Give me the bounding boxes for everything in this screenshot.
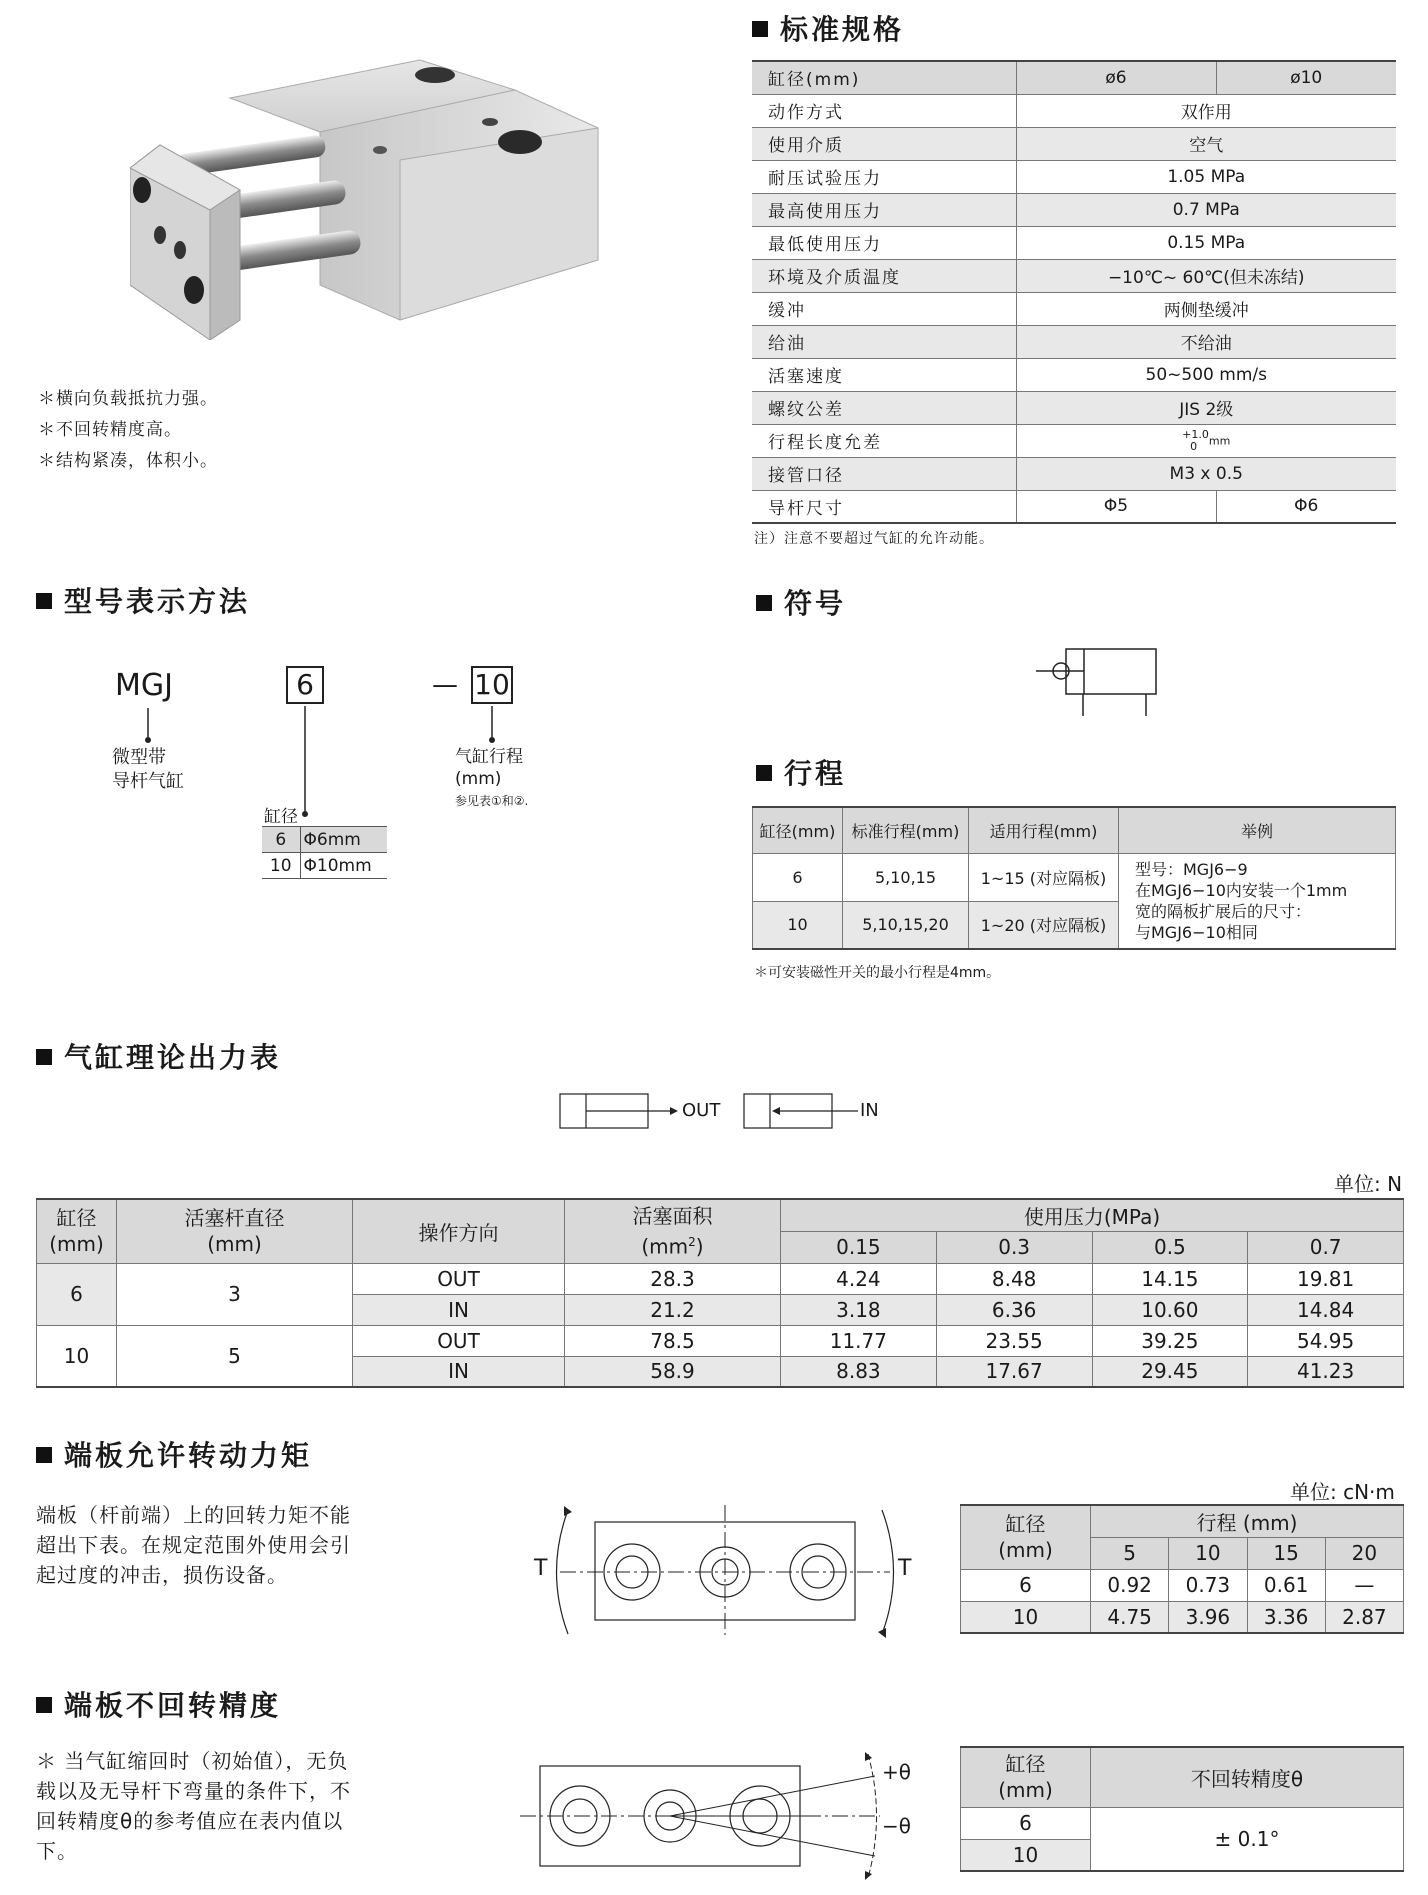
table-row — [753, 853, 1396, 901]
cylinder-symbol-icon — [1036, 644, 1166, 724]
square-bullet-icon — [756, 765, 772, 781]
torque-value: 0.61 — [1247, 1569, 1325, 1601]
model-dash: — — [432, 670, 458, 700]
force-unit: 单位: N — [1334, 1172, 1403, 1196]
force-table — [36, 1198, 1404, 1388]
force-value: 6.36 — [936, 1294, 1092, 1325]
table-row — [752, 160, 1396, 193]
force-dir: OUT — [353, 1325, 565, 1356]
force-value: 19.81 — [1248, 1263, 1404, 1294]
spec-value: 0.7 MPa — [1016, 193, 1396, 226]
col-header: 适用行程(mm) — [969, 807, 1119, 853]
torque-value: 4.75 — [1091, 1601, 1169, 1633]
force-value: 8.48 — [936, 1263, 1092, 1294]
example-line: 宽的隔板扩展后的尺寸： — [1135, 901, 1312, 921]
square-bullet-icon — [756, 595, 772, 611]
col-header-stroke: 行程 (mm) — [1091, 1505, 1404, 1537]
spec-value: 空气 — [1016, 127, 1396, 160]
force-bore: 10 — [37, 1325, 117, 1387]
force-rod: 5 — [117, 1325, 353, 1387]
table-row — [961, 1747, 1404, 1807]
force-value: 11.77 — [781, 1325, 937, 1356]
section-title-symbol: 符号 — [756, 582, 846, 622]
torque-description — [36, 1500, 351, 1590]
tolerance-upper: +1.0 — [1182, 427, 1209, 441]
example-line: 与MGJ6−10相同 — [1135, 922, 1258, 942]
table-row — [752, 490, 1396, 523]
in-label: IN — [860, 1100, 879, 1121]
col-header: 举例 — [1119, 807, 1396, 853]
table-row — [262, 853, 387, 879]
force-value: 14.84 — [1248, 1294, 1404, 1325]
force-value: 23.55 — [936, 1325, 1092, 1356]
spec-value-tolerance — [1016, 424, 1396, 457]
table-row — [752, 127, 1396, 160]
stroke-table — [752, 806, 1396, 950]
force-dir: IN — [353, 1356, 565, 1387]
accuracy-bore: 10 — [961, 1839, 1091, 1871]
table-row — [961, 1505, 1404, 1537]
col-header-accuracy: 不回转精度θ — [1091, 1747, 1404, 1807]
table-row — [752, 424, 1396, 457]
spec-header-label: 缸径(mm) — [752, 61, 1016, 94]
col-header: 标准行程(mm) — [843, 807, 969, 853]
pressure-value: 0.15 — [781, 1231, 937, 1263]
model-stroke-desc — [455, 746, 528, 812]
table-row — [262, 827, 387, 853]
spec-label: 行程长度允差 — [752, 424, 1016, 457]
text-line: 载以及无导杆下弯量的条件下，不 — [36, 1779, 351, 1803]
section-title-spec: 标准规格 — [752, 8, 904, 48]
force-bore: 6 — [37, 1263, 117, 1325]
accuracy-description — [36, 1746, 351, 1866]
example-line: 在MGJ6−10内安装一个1mm — [1135, 880, 1348, 900]
table-row — [752, 457, 1396, 490]
desc-note: 参见表①和②. — [455, 794, 529, 808]
torque-unit: 单位: cN·m — [1290, 1480, 1395, 1504]
text-line: ＊ 当气缸缩回时（初始值），无负 — [36, 1749, 349, 1773]
spec-label: 给油 — [752, 325, 1016, 358]
force-area: 21.2 — [565, 1294, 781, 1325]
stroke-note: ＊可安装磁性开关的最小行程是4mm。 — [754, 965, 1001, 981]
spec-note: 注）注意不要超过气缸的允许动能。 — [754, 531, 994, 547]
feature-item: ＊不回转精度高。 — [38, 420, 182, 440]
torque-table — [960, 1504, 1404, 1634]
force-dir: OUT — [353, 1263, 565, 1294]
col-header-bore: 缸径 (mm) — [961, 1747, 1091, 1807]
square-bullet-icon — [36, 1697, 52, 1713]
col-header-rod: 活塞杆直径 (mm) — [117, 1199, 353, 1263]
spec-value: 双作用 — [1016, 94, 1396, 127]
accuracy-bore: 6 — [961, 1807, 1091, 1839]
spec-table — [752, 60, 1396, 524]
spec-label: 耐压试验压力 — [752, 160, 1016, 193]
text-line: 回转精度θ的参考值应在表内值以 — [36, 1809, 344, 1833]
accuracy-table — [960, 1746, 1404, 1872]
spec-value: M3 x 0.5 — [1016, 457, 1396, 490]
spec-label: 环境及介质温度 — [752, 259, 1016, 292]
text-line: 下。 — [36, 1839, 78, 1863]
stroke-std: 5,10,15,20 — [843, 901, 969, 949]
force-value: 14.15 — [1092, 1263, 1248, 1294]
table-row — [752, 391, 1396, 424]
table-row — [961, 1807, 1404, 1839]
stroke-value: 20 — [1325, 1537, 1403, 1569]
col-header: 缸径(mm) — [753, 807, 843, 853]
torque-value: 0.73 — [1169, 1569, 1247, 1601]
bore-value: Φ6mm — [303, 829, 361, 850]
bore-code: 10 — [262, 853, 300, 879]
model-prefix-desc — [112, 746, 184, 794]
spec-header-col2: ø10 — [1216, 61, 1396, 94]
spec-label: 最高使用压力 — [752, 193, 1016, 226]
torque-value: 3.36 — [1247, 1601, 1325, 1633]
table-row — [961, 1569, 1404, 1601]
table-row — [752, 226, 1396, 259]
spec-label: 最低使用压力 — [752, 226, 1016, 259]
spec-label: 接管口径 — [752, 457, 1016, 490]
feature-item: ＊横向负载抵抗力强。 — [38, 389, 218, 409]
torque-t-left: T — [534, 1556, 548, 1581]
spec-value: 50~500 mm/s — [1016, 358, 1396, 391]
table-row — [752, 358, 1396, 391]
desc-line: 导杆气缸 — [112, 771, 184, 792]
model-bore-box: 6 — [286, 666, 324, 704]
text-line: 起过度的冲击，损伤设备。 — [36, 1563, 288, 1587]
force-value: 8.83 — [781, 1356, 937, 1387]
table-row — [753, 807, 1396, 853]
section-title-accuracy: 端板不回转精度 — [36, 1684, 281, 1724]
force-area: 28.3 — [565, 1263, 781, 1294]
example-line: 型号：MGJ6−9 — [1135, 859, 1248, 879]
table-row — [37, 1263, 1404, 1294]
spec-label: 螺纹公差 — [752, 391, 1016, 424]
stroke-value: 10 — [1169, 1537, 1247, 1569]
bore-option-table — [262, 826, 387, 879]
col-header-pressure: 使用压力(MPa) — [781, 1199, 1404, 1231]
table-row — [37, 1199, 1404, 1231]
force-direction-icons — [558, 1092, 898, 1132]
force-dir: IN — [353, 1294, 565, 1325]
stroke-value: 15 — [1247, 1537, 1325, 1569]
pressure-value: 0.3 — [936, 1231, 1092, 1263]
table-row — [752, 259, 1396, 292]
stroke-value: 5 — [1091, 1537, 1169, 1569]
accuracy-plus: +θ — [882, 1760, 911, 1784]
table-row — [752, 94, 1396, 127]
force-value: 41.23 — [1248, 1356, 1404, 1387]
accuracy-value: ± 0.1° — [1091, 1807, 1404, 1871]
pressure-value: 0.5 — [1092, 1231, 1248, 1263]
stroke-bore: 6 — [753, 853, 843, 901]
square-bullet-icon — [752, 21, 768, 37]
spec-label: 动作方式 — [752, 94, 1016, 127]
accuracy-minus: −θ — [882, 1814, 911, 1838]
desc-line: (mm) — [455, 769, 502, 789]
tolerance-unit: mm — [1208, 434, 1231, 447]
force-area: 78.5 — [565, 1325, 781, 1356]
desc-line: 气缸行程 — [455, 747, 523, 767]
torque-value: 3.96 — [1169, 1601, 1247, 1633]
spec-value: Φ5 — [1016, 490, 1216, 523]
stroke-std: 5,10,15 — [843, 853, 969, 901]
section-title-force: 气缸理论出力表 — [36, 1036, 281, 1076]
model-stroke-box: 10 — [471, 666, 513, 704]
force-area: 58.9 — [565, 1356, 781, 1387]
spec-value: JIS 2级 — [1016, 391, 1396, 424]
torque-bore: 6 — [961, 1569, 1091, 1601]
torque-value: — — [1325, 1569, 1403, 1601]
torque-t-right: T — [898, 1556, 912, 1581]
force-rod: 3 — [117, 1263, 353, 1325]
col-header-area: 活塞面积 $(mm^2)$ — [565, 1199, 781, 1263]
model-prefix: MGJ — [115, 668, 173, 703]
square-bullet-icon — [36, 1049, 52, 1065]
table-row — [752, 292, 1396, 325]
spec-value: 不给油 — [1016, 325, 1396, 358]
force-value: 10.60 — [1092, 1294, 1248, 1325]
stroke-bore: 10 — [753, 901, 843, 949]
torque-value: 0.92 — [1091, 1569, 1169, 1601]
spec-value: 1.05 MPa — [1016, 160, 1396, 193]
table-row — [752, 325, 1396, 358]
table-row — [961, 1601, 1404, 1633]
force-value: 3.18 — [781, 1294, 937, 1325]
accuracy-diagram — [520, 1746, 920, 1886]
spec-header-col1: ø6 — [1016, 61, 1216, 94]
out-label: OUT — [682, 1100, 721, 1121]
spec-label: 使用介质 — [752, 127, 1016, 160]
spec-value: Φ6 — [1216, 490, 1396, 523]
force-value: 54.95 — [1248, 1325, 1404, 1356]
tolerance-lower: 0 — [1190, 439, 1198, 453]
square-bullet-icon — [36, 1447, 52, 1463]
bore-code: 6 — [262, 827, 300, 853]
table-row — [37, 1325, 1404, 1356]
bore-value: Φ10mm — [300, 853, 387, 879]
section-title-stroke: 行程 — [756, 752, 846, 792]
force-value: 39.25 — [1092, 1325, 1248, 1356]
section-title-model: 型号表示方法 — [36, 580, 250, 620]
spec-label: 活塞速度 — [752, 358, 1016, 391]
spec-label: 导杆尺寸 — [752, 490, 1016, 523]
force-value: 17.67 — [936, 1356, 1092, 1387]
text-line: 端板（杆前端）上的回转力矩不能 — [36, 1503, 351, 1527]
torque-diagram — [520, 1500, 940, 1640]
spec-label: 缓冲 — [752, 292, 1016, 325]
force-value: 29.45 — [1092, 1356, 1248, 1387]
stroke-example — [1119, 853, 1396, 949]
feature-item: ＊结构紧凑，体积小。 — [38, 451, 218, 471]
desc-line: 微型带 — [112, 747, 166, 768]
spec-value: −10℃~ 60℃(但未冻结) — [1016, 259, 1396, 292]
col-header-direction: 操作方向 — [353, 1199, 565, 1263]
torque-value: 2.87 — [1325, 1601, 1403, 1633]
table-row — [752, 61, 1396, 94]
pressure-value: 0.7 — [1248, 1231, 1404, 1263]
table-row — [752, 193, 1396, 226]
section-title-torque: 端板允许转动力矩 — [36, 1434, 312, 1474]
col-header-bore: 缸径 (mm) — [961, 1505, 1091, 1569]
torque-bore: 10 — [961, 1601, 1091, 1633]
force-value: 4.24 — [781, 1263, 937, 1294]
stroke-applicable: 1~15 (对应隔板) — [969, 853, 1119, 901]
col-header-bore: 缸径 (mm) — [37, 1199, 117, 1263]
stroke-applicable: 1~20 (对应隔板) — [969, 901, 1119, 949]
text-line: 超出下表。在规定范围外使用会引 — [36, 1533, 351, 1557]
spec-value: 两侧垫缓冲 — [1016, 292, 1396, 325]
bore-label: 缸径 — [264, 807, 298, 827]
spec-value: 0.15 MPa — [1016, 226, 1396, 259]
